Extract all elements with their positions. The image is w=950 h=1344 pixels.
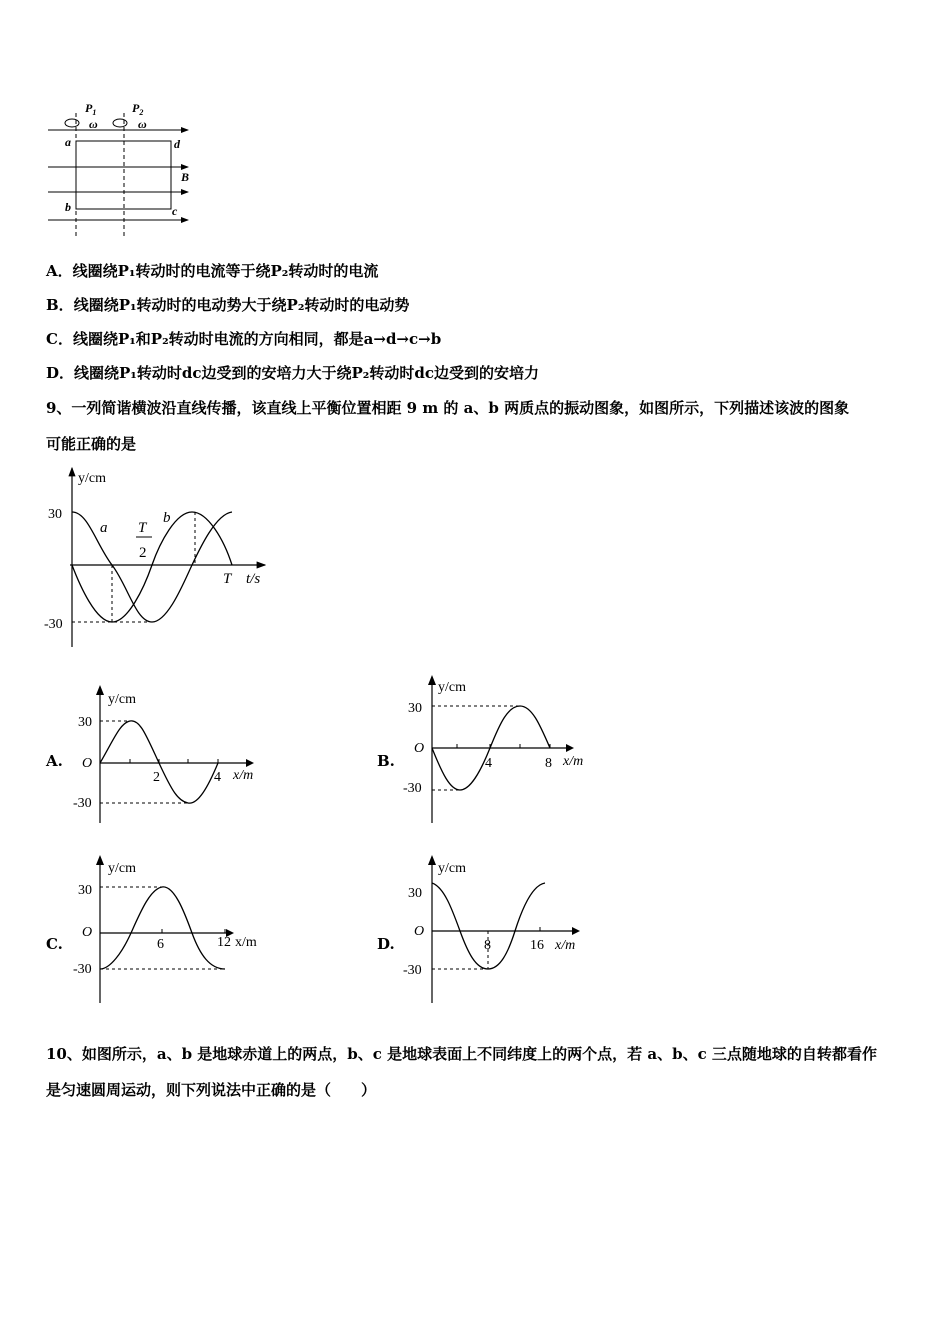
curve-a	[72, 512, 232, 622]
origin-label: O	[414, 924, 425, 939]
x-tick-label: 4	[485, 756, 492, 771]
y-tick-bottom: -30	[44, 617, 63, 632]
label-b: b	[65, 200, 71, 214]
label-p2: $P_2$	[132, 101, 144, 117]
x-tick-label: 8	[545, 756, 552, 771]
option-b: B．线圈绕P₁转动时的电动势大于绕P₂转动时的电动势	[46, 296, 410, 314]
y-label: y/cm	[78, 471, 106, 486]
curve-b	[72, 512, 232, 622]
rotation-arrow-icon	[113, 119, 127, 127]
wave-curve	[100, 887, 225, 969]
x-label: x/m	[233, 768, 254, 783]
option-c: C．线圈绕P₁和P₂转动时电流的方向相同，都是a→d→c→b	[46, 330, 442, 348]
x-arrow-icon	[246, 759, 254, 767]
y-arrow-icon	[96, 685, 104, 695]
y-tick-bottom: -30	[403, 963, 422, 978]
label-p1: $P_1$	[85, 101, 97, 117]
y-arrow-icon	[428, 675, 436, 685]
y-tick-top: 30	[48, 507, 62, 522]
wave-graph-c	[70, 853, 270, 1005]
y-arrow-icon	[428, 855, 436, 865]
wave-graph-d	[400, 853, 600, 1005]
x-tick-label: 12	[217, 935, 231, 950]
x-arrow-icon	[572, 927, 580, 935]
label-omega: ω	[89, 117, 98, 131]
question-9-line1: 9、一列简谐横波沿直线传播，该直线上平衡位置相距 9 m 的 a、b 两质点的振动图象，如图所示，下列描述该波的图象	[46, 399, 850, 417]
y-label: y/cm	[438, 680, 466, 695]
option-d: D．线圈绕P₁转动时dc边受到的安培力大于绕P₂转动时dc边受到的安培力	[46, 364, 539, 382]
y-label: y/cm	[108, 861, 136, 876]
x-arrow-icon	[566, 744, 574, 752]
x-tick-label: 8	[484, 938, 491, 953]
coil-rotation-figure	[40, 95, 210, 245]
half-period-num: T	[138, 520, 147, 536]
wave-option-c-letter: C.	[46, 935, 63, 953]
t-label: t/s	[246, 571, 261, 587]
x-tick-label: 4	[214, 770, 221, 785]
question-9-line2: 可能正确的是	[46, 435, 137, 453]
y-tick-top: 30	[78, 715, 92, 730]
y-tick-top: 30	[408, 886, 422, 901]
question-10-line1: 10、如图所示，a、b 是地球赤道上的两点，b、c 是地球表面上不同纬度上的两个点，若 a、b、c 三点随地球的自转都看作	[46, 1045, 877, 1063]
label-c: c	[172, 204, 178, 218]
y-tick-bottom: -30	[73, 796, 92, 811]
wave-option-a-letter: A.	[46, 752, 63, 770]
option-a: A．线圈绕P₁转动时的电流等于绕P₂转动时的电流	[46, 262, 379, 280]
x-label: x/m	[235, 935, 257, 950]
question-10-line2: 是匀速圆周运动，则下列说法中正确的是（ ）	[46, 1081, 377, 1099]
y-label: y/cm	[108, 692, 136, 707]
x-label: x/m	[563, 754, 584, 769]
origin-label: O	[82, 756, 93, 771]
y-tick-bottom: -30	[403, 781, 422, 796]
vibration-graph	[40, 462, 280, 652]
wave-option-d-letter: D.	[377, 935, 395, 953]
label-d: d	[174, 137, 180, 151]
y-arrow-icon	[96, 855, 104, 865]
period-label: T	[223, 571, 232, 587]
y-tick-bottom: -30	[73, 962, 92, 977]
origin-label: O	[82, 925, 93, 940]
label-a: a	[100, 520, 108, 536]
x-label: x/m	[555, 938, 576, 953]
wave-graph-a	[70, 683, 270, 825]
rotation-arrow-icon	[65, 119, 79, 127]
y-tick-top: 30	[78, 883, 92, 898]
half-period-den: 2	[139, 545, 147, 561]
wave-graph-b	[400, 673, 600, 825]
wave-option-b-letter: B.	[377, 752, 395, 770]
x-tick-label: 2	[153, 770, 160, 785]
y-label: y/cm	[438, 861, 466, 876]
x-tick-label: 16	[530, 938, 544, 953]
label-b: b	[163, 510, 171, 526]
label-omega: ω	[138, 117, 147, 131]
x-tick-label: 6	[157, 937, 164, 952]
y-tick-top: 30	[408, 701, 422, 716]
origin-label: O	[414, 741, 425, 756]
label-field-b: B	[181, 170, 190, 184]
label-a: a	[65, 135, 71, 149]
